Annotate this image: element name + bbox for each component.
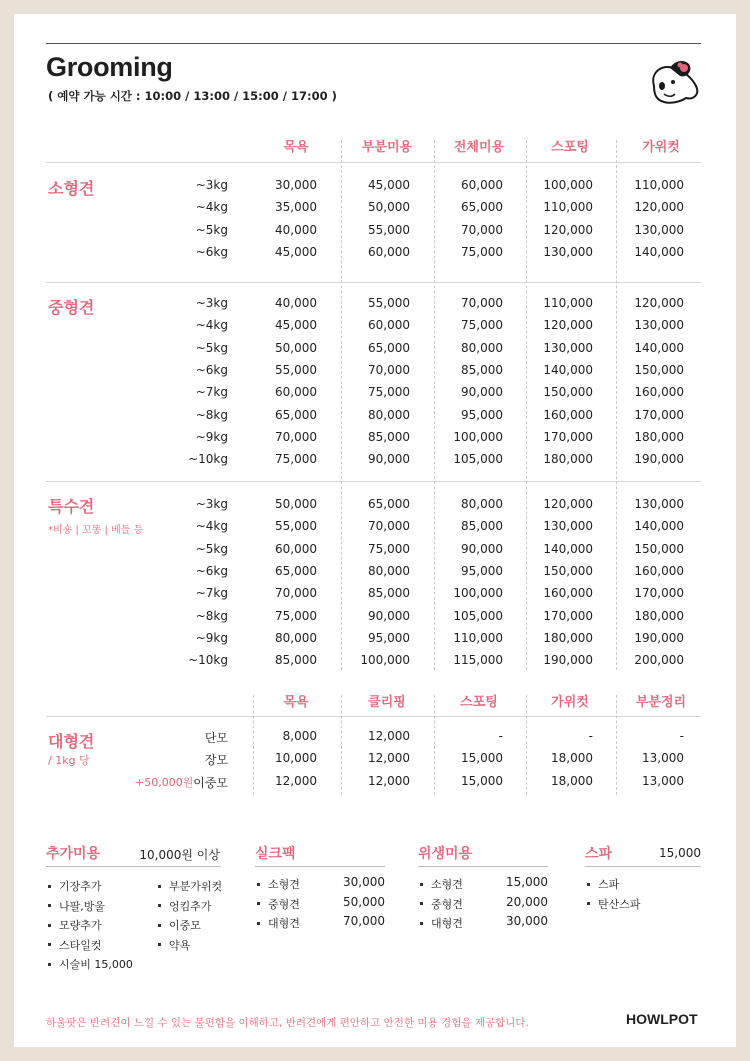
weight-label: ~10kg: [188, 653, 228, 668]
price-cell: 70,000: [461, 296, 503, 310]
price-cell: 75,000: [275, 452, 317, 467]
price-cell: 12,000: [368, 751, 410, 765]
coat-label: 이중모: [193, 776, 228, 790]
price-cell: 65,000: [275, 563, 317, 578]
price-cell: 160,000: [634, 563, 684, 578]
price-cell: 140,000: [634, 244, 684, 259]
price-cell: 70,000: [461, 222, 503, 237]
price-cell: 55,000: [368, 222, 410, 237]
price-cell: 50,000: [275, 340, 317, 355]
silk-item-label: 중형견: [257, 896, 300, 912]
group-note-2: *비숑 | 꼬똥 | 베들 등: [48, 525, 144, 536]
price-cell: 85,000: [275, 653, 317, 668]
price-cell: 80,000: [275, 630, 317, 645]
price-cell: 45,000: [275, 318, 317, 333]
weight-label: ~9kg: [195, 429, 228, 444]
group-divider-0: [46, 282, 701, 283]
price-cell: 100,000: [453, 586, 503, 601]
weight-label: ~3kg: [195, 178, 228, 192]
spa-divider: [585, 866, 701, 867]
price-cell: 18,000: [551, 774, 593, 788]
price-cell: 130,000: [543, 519, 593, 534]
price-cell: 70,000: [368, 519, 410, 534]
coat-label: 단모: [204, 731, 228, 745]
price-cell: 105,000: [453, 608, 503, 623]
weight-label: ~8kg: [195, 407, 228, 422]
price-cell: 75,000: [368, 541, 410, 556]
column-header-4: 가위컷: [642, 140, 680, 155]
large-separator-3: [526, 695, 527, 795]
price-cell: 190,000: [634, 452, 684, 467]
large-group-unit: / 1kg 당: [48, 754, 90, 767]
price-cell: 80,000: [368, 563, 410, 578]
price-cell: 190,000: [543, 653, 593, 668]
price-cell: 18,000: [551, 751, 593, 765]
weight-label: ~8kg: [195, 608, 228, 623]
price-cell: 90,000: [368, 608, 410, 623]
price-cell: 65,000: [275, 407, 317, 422]
price-cell: 65,000: [368, 497, 410, 511]
price-cell: 190,000: [634, 630, 684, 645]
price-cell: 65,000: [368, 340, 410, 355]
weight-label: ~5kg: [195, 340, 228, 355]
hygiene-item-label: 대형견: [420, 915, 463, 931]
price-cell: 13,000: [642, 774, 684, 788]
price-cell: 13,000: [642, 751, 684, 765]
price-cell: 95,000: [461, 407, 503, 422]
price-cell: 180,000: [543, 630, 593, 645]
price-cell: 150,000: [543, 385, 593, 400]
price-cell: 30,000: [275, 178, 317, 192]
spa-item: 스파: [587, 876, 619, 892]
large-header-divider: [46, 716, 701, 717]
weight-label: ~4kg: [195, 200, 228, 215]
large-group-title: 대형견: [48, 732, 95, 751]
price-cell: 160,000: [543, 586, 593, 601]
price-cell: 12,000: [368, 774, 410, 788]
large-column-header-1: 클리핑: [368, 695, 406, 710]
silk-item-price: 30,000: [343, 875, 385, 889]
hygiene-title: 위생미용: [418, 846, 473, 862]
price-cell: 140,000: [634, 519, 684, 534]
dog-mascot-icon: [640, 56, 704, 106]
extra-item: 약욕: [158, 937, 190, 953]
extra-item: 시술비 15,000: [48, 956, 133, 972]
price-cell: 85,000: [461, 362, 503, 377]
column-header-3: 스포팅: [551, 140, 589, 155]
weight-label: ~6kg: [195, 563, 228, 578]
price-cell: 80,000: [461, 340, 503, 355]
price-cell: 85,000: [461, 519, 503, 534]
price-cell: 70,000: [275, 586, 317, 601]
silk-item-price: 50,000: [343, 894, 385, 909]
price-cell: 170,000: [634, 407, 684, 422]
price-cell: 55,000: [275, 362, 317, 377]
silk-item-price: 70,000: [343, 914, 385, 928]
price-cell: 130,000: [634, 497, 684, 511]
price-cell: 140,000: [634, 340, 684, 355]
large-separator-1: [341, 695, 342, 795]
price-cell: 80,000: [461, 497, 503, 511]
price-cell: 85,000: [368, 586, 410, 601]
price-cell: 15,000: [461, 774, 503, 788]
footer-message: 하울팟은 반려견이 느낄 수 있는 불편함을 이해하고, 반려견에게 편안하고 안전한 미용 경험을 제공합니다.: [46, 1017, 529, 1029]
price-cell: 130,000: [543, 340, 593, 355]
column-separator-1: [434, 140, 435, 670]
price-cell: 45,000: [275, 244, 317, 259]
price-cell: 150,000: [634, 541, 684, 556]
price-cell: 100,000: [453, 429, 503, 444]
extra-item: 나팔,방울: [48, 898, 105, 914]
price-cell: 170,000: [543, 429, 593, 444]
price-cell: 110,000: [634, 178, 684, 192]
weight-label: ~3kg: [195, 296, 228, 310]
hygiene-item-price: 20,000: [506, 894, 548, 909]
price-cell: 105,000: [453, 452, 503, 467]
weight-label: ~9kg: [195, 630, 228, 645]
price-cell: 95,000: [461, 563, 503, 578]
price-cell: 160,000: [634, 385, 684, 400]
column-separator-2: [526, 140, 527, 670]
price-cell: 60,000: [368, 244, 410, 259]
price-cell: 55,000: [275, 519, 317, 534]
price-cell: 160,000: [543, 407, 593, 422]
price-cell: 60,000: [275, 541, 317, 556]
weight-label: ~6kg: [195, 362, 228, 377]
large-column-header-0: 목욕: [283, 695, 309, 710]
price-cell: 70,000: [275, 429, 317, 444]
price-cell: 110,000: [543, 296, 593, 310]
price-cell: 200,000: [634, 653, 684, 668]
price-cell: 12,000: [275, 774, 317, 788]
weight-label: ~3kg: [195, 497, 228, 511]
weight-label: ~4kg: [195, 519, 228, 534]
price-cell: 120,000: [634, 200, 684, 215]
price-cell: 75,000: [461, 244, 503, 259]
large-column-header-2: 스포팅: [460, 695, 498, 710]
column-separator-0: [341, 140, 342, 670]
weight-label: ~6kg: [195, 244, 228, 259]
group-title-2: 특수견: [48, 497, 95, 516]
price-cell: 80,000: [368, 407, 410, 422]
silk-divider: [255, 866, 385, 867]
group-title-0: 소형견: [48, 179, 95, 198]
price-cell: 90,000: [461, 541, 503, 556]
weight-label: ~7kg: [195, 385, 228, 400]
weight-label: ~5kg: [195, 541, 228, 556]
price-cell: -: [498, 729, 503, 743]
price-cell: 50,000: [275, 497, 317, 511]
price-cell: 35,000: [275, 200, 317, 215]
price-cell: 120,000: [543, 318, 593, 333]
large-separator-0: [253, 695, 254, 795]
weight-label: ~10kg: [188, 452, 228, 467]
price-cell: 40,000: [275, 296, 317, 310]
price-cell: 130,000: [634, 222, 684, 237]
price-cell: 110,000: [543, 200, 593, 215]
price-cell: 170,000: [634, 586, 684, 601]
group-divider-1: [46, 481, 701, 482]
price-cell: 75,000: [275, 608, 317, 623]
price-cell: 90,000: [461, 385, 503, 400]
price-cell: 130,000: [543, 244, 593, 259]
price-cell: 140,000: [543, 362, 593, 377]
large-column-header-3: 가위컷: [551, 695, 589, 710]
price-cell: 75,000: [368, 385, 410, 400]
price-cell: 15,000: [461, 751, 503, 765]
price-cell: 60,000: [368, 318, 410, 333]
extra-item: 모량추가: [48, 917, 102, 933]
silk-pack-title: 실크팩: [255, 846, 296, 862]
extra-item: 스타일컷: [48, 937, 102, 953]
price-cell: 60,000: [461, 178, 503, 192]
hygiene-item-price: 15,000: [506, 875, 548, 889]
main-header-divider: [46, 162, 701, 163]
price-cell: 180,000: [543, 452, 593, 467]
price-cell: 10,000: [275, 751, 317, 765]
price-cell: 180,000: [634, 608, 684, 623]
weight-label: ~5kg: [195, 222, 228, 237]
price-cell: 12,000: [368, 729, 410, 743]
price-cell: 40,000: [275, 222, 317, 237]
price-cell: 50,000: [368, 200, 410, 215]
price-cell: -: [588, 729, 593, 743]
spa-price: 15,000: [659, 846, 701, 860]
price-cell: 65,000: [461, 200, 503, 215]
price-cell: 90,000: [368, 452, 410, 467]
weight-label: ~4kg: [195, 318, 228, 333]
extra-item: 엉킴추가: [158, 898, 212, 914]
extra-item: 기장추가: [48, 878, 102, 894]
price-cell: 70,000: [368, 362, 410, 377]
silk-item-label: 대형견: [257, 915, 300, 931]
price-cell: 75,000: [461, 318, 503, 333]
hygiene-item-label: 중형견: [420, 896, 463, 912]
price-cell: 45,000: [368, 178, 410, 192]
weight-label: ~7kg: [195, 586, 228, 601]
large-separator-4: [616, 695, 617, 795]
price-cell: 150,000: [543, 563, 593, 578]
price-cell: 110,000: [453, 630, 503, 645]
price-cell: 180,000: [634, 429, 684, 444]
price-cell: 170,000: [543, 608, 593, 623]
extra-item: 부분가위컷: [158, 878, 222, 894]
price-cell: 55,000: [368, 296, 410, 310]
price-cell: 85,000: [368, 429, 410, 444]
top-divider: [46, 43, 701, 44]
large-column-header-4: 부분정리: [635, 695, 687, 710]
price-cell: -: [679, 729, 684, 743]
price-cell: 100,000: [360, 653, 410, 668]
price-cell: 140,000: [543, 541, 593, 556]
price-cell: 120,000: [543, 222, 593, 237]
price-cell: 8,000: [282, 729, 317, 743]
extra-charge: +50,000원: [135, 776, 194, 789]
coat-label: 장모: [204, 753, 228, 767]
hygiene-item-price: 30,000: [506, 914, 548, 928]
hygiene-divider: [418, 866, 548, 867]
price-cell: 150,000: [634, 362, 684, 377]
price-cell: 130,000: [634, 318, 684, 333]
page-title: Grooming: [46, 52, 173, 82]
price-cell: 120,000: [543, 497, 593, 511]
brand-logo: HOWLPOT: [626, 1011, 698, 1027]
price-cell: 115,000: [453, 653, 503, 668]
column-header-2: 전체미용: [453, 140, 505, 155]
column-header-0: 목욕: [283, 140, 309, 155]
extra-divider: [46, 866, 221, 867]
spa-title: 스파: [585, 846, 613, 862]
extra-item: 이중모: [158, 917, 201, 933]
price-cell: 100,000: [543, 178, 593, 192]
price-cell: 95,000: [368, 630, 410, 645]
reservation-times: ( 예약 가능 시간 : 10:00 / 13:00 / 15:00 / 17:00 ): [48, 89, 337, 103]
hygiene-item-label: 소형견: [420, 876, 463, 892]
price-cell: 120,000: [634, 296, 684, 310]
extra-grooming-title: 추가미용: [46, 846, 101, 862]
silk-item-label: 소형견: [257, 876, 300, 892]
extra-grooming-price: 10,000원 이상: [139, 848, 220, 862]
group-title-1: 중형견: [48, 298, 95, 317]
spa-item: 탄산스파: [587, 896, 641, 912]
column-separator-3: [616, 140, 617, 670]
column-header-1: 부분미용: [361, 140, 413, 155]
large-separator-2: [434, 695, 435, 795]
price-cell: 60,000: [275, 385, 317, 400]
